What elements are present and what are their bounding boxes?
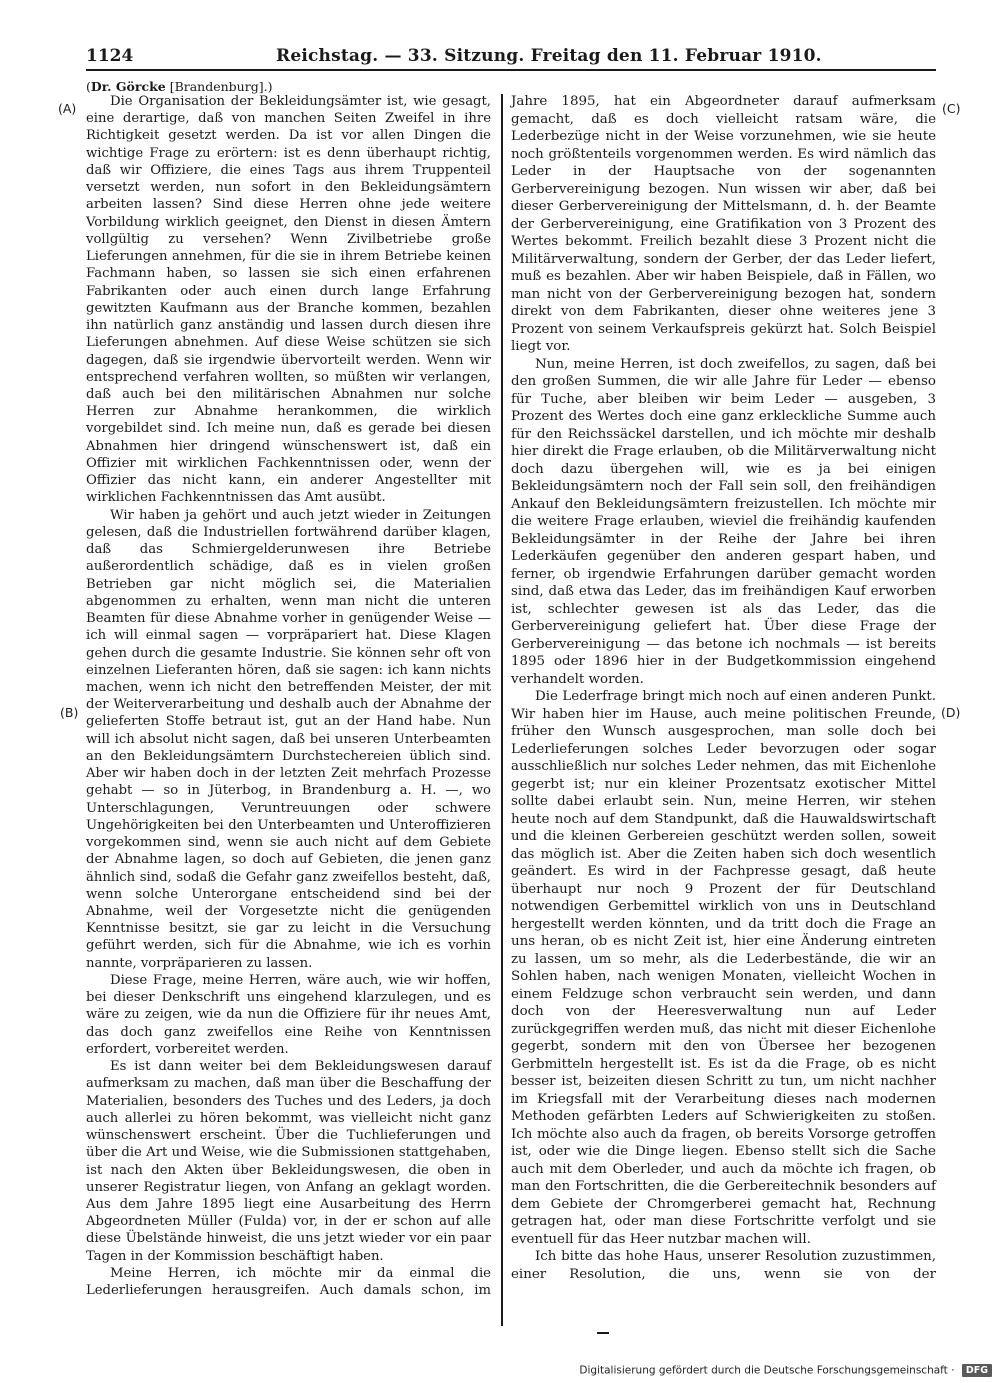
margin-marker-a: (A) <box>58 101 77 116</box>
page-number: 1124 <box>86 46 134 66</box>
footer-credit <box>579 1364 992 1378</box>
paragraph: Wir haben ja gehört und auch jetzt wieder in Zeitungen gelesen, daß die Industriellen fortwährend darüber klagen, daß das Schmiergelderunwesen ihre Betriebe außerordentlich schädige, daß es in vielen großen Betrieben gar nicht möglich sei, die Materialien abgenommen zu erhalten, wenn man nicht die unteren Beamten für diese Abnahme vorher in genügender Weise — ich will einmal sagen — vorpräpariert hat. Diese Klagen gehen durch die gesamte Industrie. Sie können sehr oft von einzelnen Lieferanten hören, daß sie sagen: ich kann nichts machen, wenn ich nicht den betreffenden Meister, der mit der Weiterverarbeitung und deshalb auch der Abnahme der gelieferten Stoffe betraut ist, gut an der Hand habe. Nun will ich absolut nicht sagen, daß bei unseren Unterbeamten an den Bekleidungsämtern Durchstechereien üblich sind. Aber wir haben doch in der letzten Zeit mehrfach Prozesse gehabt — so in Jüterbog, in Brandenburg a. H. —, wo Unterschlagungen, Veruntreuungen oder schwere Ungehörigkeiten bei den Unterbeamten und Unteroffizieren vorgekommen sind, wenn sie auch nicht auf dem Gebiete der Abnahme lagen, so doch auf Gebieten, die jenen ganz ähnlich sind, sodaß die Gefahr ganz zweifellos besteht, daß, wenn solche Unterorgane entscheidend sind bei der Abnahme, weil der Vorgesetzte nicht die genügenden Kenntnisse besitzt, sie gar zu leicht in die Versuchung geführt werden, sich für die Abnahme, wie ich es vorhin nannte, vorpräparieren zu lassen. <box>86 507 491 971</box>
paragraph: Nun, meine Herren, ist doch zweifellos, zu sagen, daß bei den großen Summen, die wir alle Jahre für Leder — ebenso für Tuche, aber bleiben wir beim Leder — ausgeben, 3 Prozent des Wertes doch eine ganz erkleckliche Summe auch für den Reichssäckel darstellen, und ich möchte mir deshalb hier direkt die Frage erlauben, ob die Militärverwaltung nicht doch dazu übergehen will, wie es ja bei einigen Bekleidungsämtern noch der Fall sein soll, den freihändigen Ankauf den Bekleidungsämtern freizustellen. Ich möchte mir die weitere Frage erlauben, wieviel die freihändig kaufenden Bekleidungsämter in der Reihe der Jahre bei ihren Lederkäufen gegenüber den anderen gespart haben, und ferner, ob irgendwie Erfahrungen darüber gemacht worden sind, daß etwa das Leder, das im freihändigen Kauf erworben ist, schlechter gewesen ist als das Leder, das die Gerbervereinigung geliefert hat. Über diese Frage der Gerbervereinigung — das betone ich nochmals — ist bereits 1895 oder 1896 hier in der Budgetkommission eingehend verhandelt worden. <box>511 356 936 687</box>
paragraph: Jahre 1895, hat ein Abgeordneter darauf aufmerksam gemacht, daß es doch vielleicht ratsam wäre, die Lederbezüge nicht in der Weise vorzunehmen, wie sie heute noch größtenteils vorgenommen werden. Es wird nämlich das Leder in der Hauptsache von der sogenannten Gerbervereinigung bezogen. Nun wissen wir aber, daß bei dieser Gerbervereinigung der Mittelsmann, d. h. der Beamte der Gerbervereinigung, eine Gratifikation von 3 Prozent des Wertes bekommt. Freilich bezahlt diese 3 Prozent nicht die Militärverwaltung, sondern der Gerber, der das Leder liefert, muß es bezahlen. Aber wir haben Beispiele, daß in Fällen, wo man nicht von der Gerbervereinigung bezogen hat, sondern direkt von dem Fabrikanten, dieser ohne weiteres jene 3 Prozent von seinem Verkaufspreis gekürzt hat. Solch Beispiel liegt vor. <box>511 94 936 354</box>
paragraph: Diese Frage, meine Herren, wäre auch, wie wir hoffen, bei dieser Denkschrift uns eingehend klarzulegen, und es wäre zu zeigen, wie da nun die Offiziere für ihr neues Amt, das doch ganz zweifellos eine Reihe von Kenntnissen erfordert, vorbereitet werden. <box>86 972 491 1057</box>
running-title: Reichstag. — 33. Sitzung. Freitag den 11. Februar 1910. <box>276 46 822 66</box>
margin-marker-d: (D) <box>941 705 961 720</box>
dfg-logo: DFG <box>962 1364 992 1377</box>
speaker-name: Dr. Görcke <box>90 79 166 94</box>
bottom-dash <box>597 1332 609 1334</box>
paragraph: Die Lederfrage bringt mich noch auf einen anderen Punkt. Wir haben hier im Hause, auch meine politischen Freunde, früher den Wunsch ausgesprochen, man solle doch bei Lederlieferungen solches Leder bevorzugen oder sogar ausschließlich nur solches Leder nehmen, das mit Eichenlohe gegerbt ist; nur ein kleiner Prozentsatz exotischer Mittel sollte dabei erlaubt sein. Nun, meine Herren, wir stehen heute noch auf dem Standpunkt, daß die Hauwaldswirtschaft und die kleinen Gerbereien geschützt werden sollen, soweit das möglich ist. Aber die Zeiten haben sich doch wesentlich geändert. Es wird in der Fachpresse gesagt, daß heute überhaupt nur noch 9 Prozent der für Deutschland notwendigen Gerbemittel wirklich von uns in Deutschland hergestellt werden könnten, und da tritt doch die Frage an uns heran, ob es nicht Zeit ist, hier eine Änderung eintreten zu lassen, um so mehr, als die Lederbestände, die wir an Sohlen haben, nach wenigen Monaten, vielleicht Wochen in einem Feldzuge schon verbraucht sein werden, und dann doch von der Heeresverwaltung nun auf Leder zurückgegriffen werden muß, das nicht mit dieser Eichenlohe gegerbt, sondern mit den von Übersee her bezogenen Gerbmitteln hergestellt ist. Es ist da die Frage, ob es nicht besser ist, beizeiten diesen Schritt zu tun, um nicht nachher im Kriegsfall mit der Verarbeitung dieses nach modernen Methoden gefärbten Leders auf Schwierigkeiten zu stoßen. Ich möchte also auch da fragen, ob bereits Vorsorge getroffen ist, oder wie die Dinge liegen. Ebenso stellt sich die Sache auch mit dem Oberleder, und auch da möchte ich fragen, ob man den Fortschritten, die die Gerbereitechnik besonders auf dem Gebiete der Chromgerberei gemacht hat, Rechnung getragen hat, oder man diese Fortschritte verfolgt und sie eventuell für das Heer nutzbar machen will. <box>511 689 936 1247</box>
paragraph: Meine Herren, ich möchte mir da einmal die Lederlieferungen herausgreifen. Auch damals schon, im <box>86 1265 491 1299</box>
header-rule <box>86 69 936 71</box>
speaker-line: (Dr. Görcke [Brandenburg].) <box>86 79 273 94</box>
left-column <box>86 93 491 1323</box>
right-column <box>511 93 936 1323</box>
footer-text: Digitalisierung gefördert durch die Deutsche Forschungsgemeinschaft · <box>579 1364 955 1377</box>
paragraph: Es ist dann weiter bei dem Bekleidungswesen darauf aufmerksam zu machen, daß man über die Beschaffung der Materialien, besonders des Tuches und des Leders, ja doch auch allerlei zu hören bekommt, was vielleicht nicht ganz wünschenswert erscheint. Über die Tuchlieferungen und über die Art und Weise, wie die Submissionen stattgehaben, ist nach den Akten über Bekleidungswesen, die oben in unserer Registratur liegen, von Anfang an geklagt worden. Aus dem Jahre 1895 liegt eine Ausarbeitung des Herrn Abgeordneten Müller (Fulda) vor, in der er schon auf alle diese Übelstände hinweist, die uns jetzt wieder vor ein paar Tagen in der Kommission beschäftigt haben. <box>86 1059 491 1264</box>
column-divider <box>501 94 503 1326</box>
paragraph: Ich bitte das hohe Haus, unserer Resolution zuzustimmen, einer Resolution, die uns, wenn sie von der <box>511 1249 936 1282</box>
page-header <box>86 46 936 74</box>
speaker-constituency: [Brandenburg]. <box>169 79 268 94</box>
margin-marker-c: (C) <box>942 101 961 116</box>
paragraph: Die Organisation der Bekleidungsämter ist, wie gesagt, eine derartige, daß von manchen Seiten Zweifel in ihre Richtigkeit gesetzt werden. Da ist vor allen Dingen die wichtige Frage zu erörtern: ist es denn überhaupt richtig, daß wir Offiziere, die eines Tags aus ihrem Truppenteil versetzt werden, nun sofort in den Bekleidungsämtern arbeiten lassen? Sind diese Herren ohne jede weitere Vorbildung wirklich geeignet, den Dienst in diesen Ämtern vollgültig zu versehen? Wenn Zivilbetriebe große Lieferungen annehmen, für die sie in ihrem Betriebe keinen Fachmann haben, so lassen sie sich einen erfahrenen Fabrikanten oder auch einen durch lange Erfahrung gewitzten Kaufmann aus der Branche kommen, bezahlen ihn natürlich ganz anständig und lassen durch diesen ihre Lieferungen abnehmen. Auf diese Weise schützen sie sich dagegen, daß sie irgendwie übervorteilt werden. Wenn wir entsprechend verfahren wollten, so müßten wir verlangen, daß auch bei den militärischen Abnahmen nur solche Herren zur Abnahme herankommen, die wirklich vorgebildet sind. Ich meine nun, daß es gerade bei diesen Abnahmen hier dringend wünschenswert ist, daß ein Offizier mit wirklichen Fachkenntnissen oder, wenn der Offizier das nicht kann, ein anderer Angestellter mit wirklichen Fachkenntnissen das Amt ausübt. <box>86 94 491 506</box>
margin-marker-b: (B) <box>60 705 79 720</box>
